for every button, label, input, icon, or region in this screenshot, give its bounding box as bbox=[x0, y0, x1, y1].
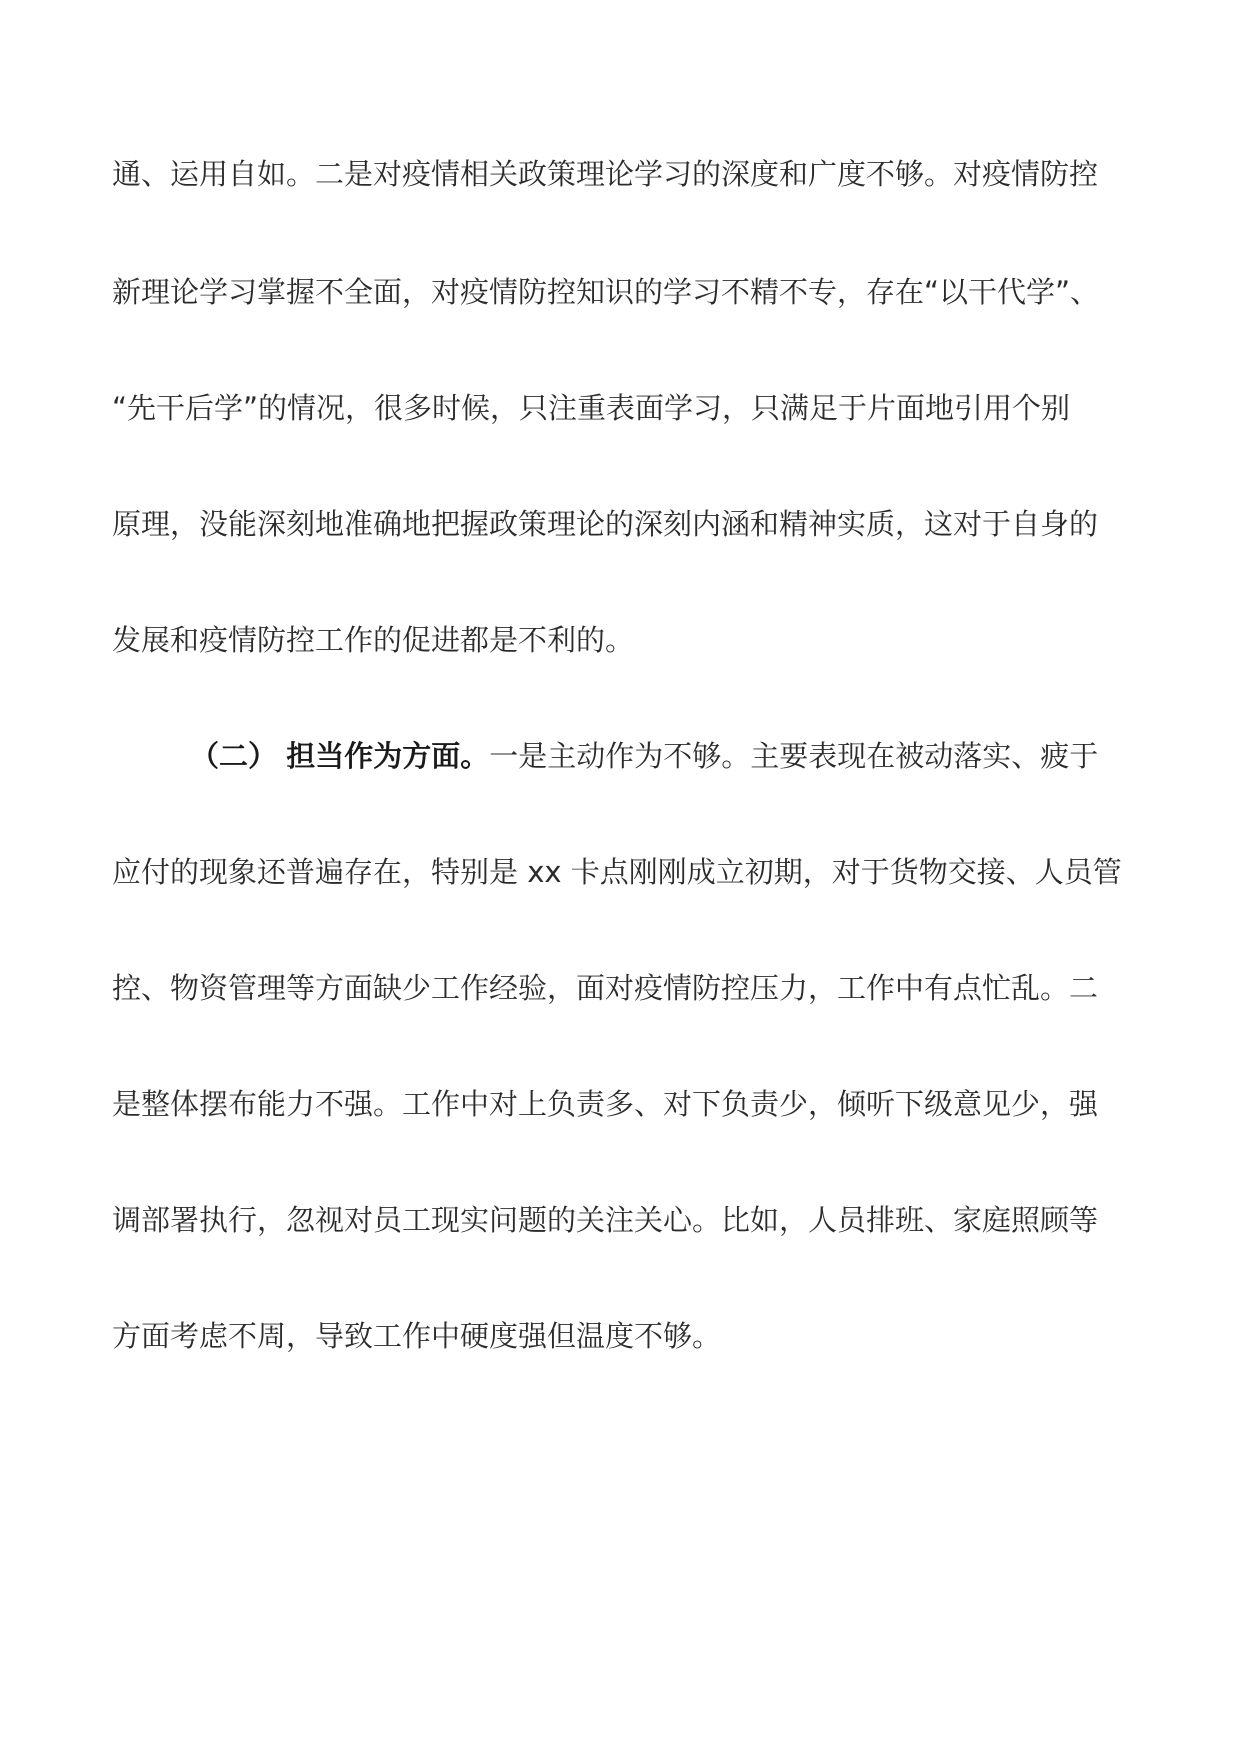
paragraph-2-line-1 bbox=[190, 739, 1099, 773]
paragraph-2-line-4: 是整体摆布能力不强。工作中对上负责多、对下负责少，倾听下级意见少，强 bbox=[112, 1087, 1099, 1121]
paragraph-1-line-4: 原理，没能深刻地准确地把握政策理论的深刻内涵和精神实质，这对于自身的 bbox=[112, 507, 1099, 541]
paragraph-2-line-2: 应付的现象还普遍存在，特别是 xx 卡点刚刚成立初期，对于货物交接、人员管 bbox=[112, 855, 1122, 889]
paragraph-2-line-3: 控、物资管理等方面缺少工作经验，面对疫情防控压力，工作中有点忙乱。二 bbox=[112, 971, 1099, 1005]
section-heading-title: 担当作为方面。 bbox=[286, 739, 490, 773]
paragraph-2-line-1-text: 一是主动作为不够。主要表现在被动落实、疲于 bbox=[489, 739, 1099, 773]
paragraph-2-line-6: 方面考虑不周，导致工作中硬度强但温度不够。 bbox=[112, 1319, 722, 1353]
paragraph-2-line-5: 调部署执行，忽视对员工现实问题的关注关心。比如，人员排班、家庭照顾等 bbox=[112, 1203, 1099, 1237]
section-heading-number: （二） bbox=[190, 739, 278, 773]
paragraph-1-line-3: “先干后学”的情况，很多时候，只注重表面学习，只满足于片面地引用个别 bbox=[112, 391, 1071, 425]
paragraph-1-line-5: 发展和疫情防控工作的促进都是不利的。 bbox=[112, 623, 635, 657]
paragraph-1-line-2: 新理论学习掌握不全面，对疫情防控知识的学习不精不专，存在“以干代学”、 bbox=[112, 275, 1100, 309]
paragraph-1-line-1: 通、运用自如。二是对疫情相关政策理论学习的深度和广度不够。对疫情防控 bbox=[112, 157, 1099, 191]
